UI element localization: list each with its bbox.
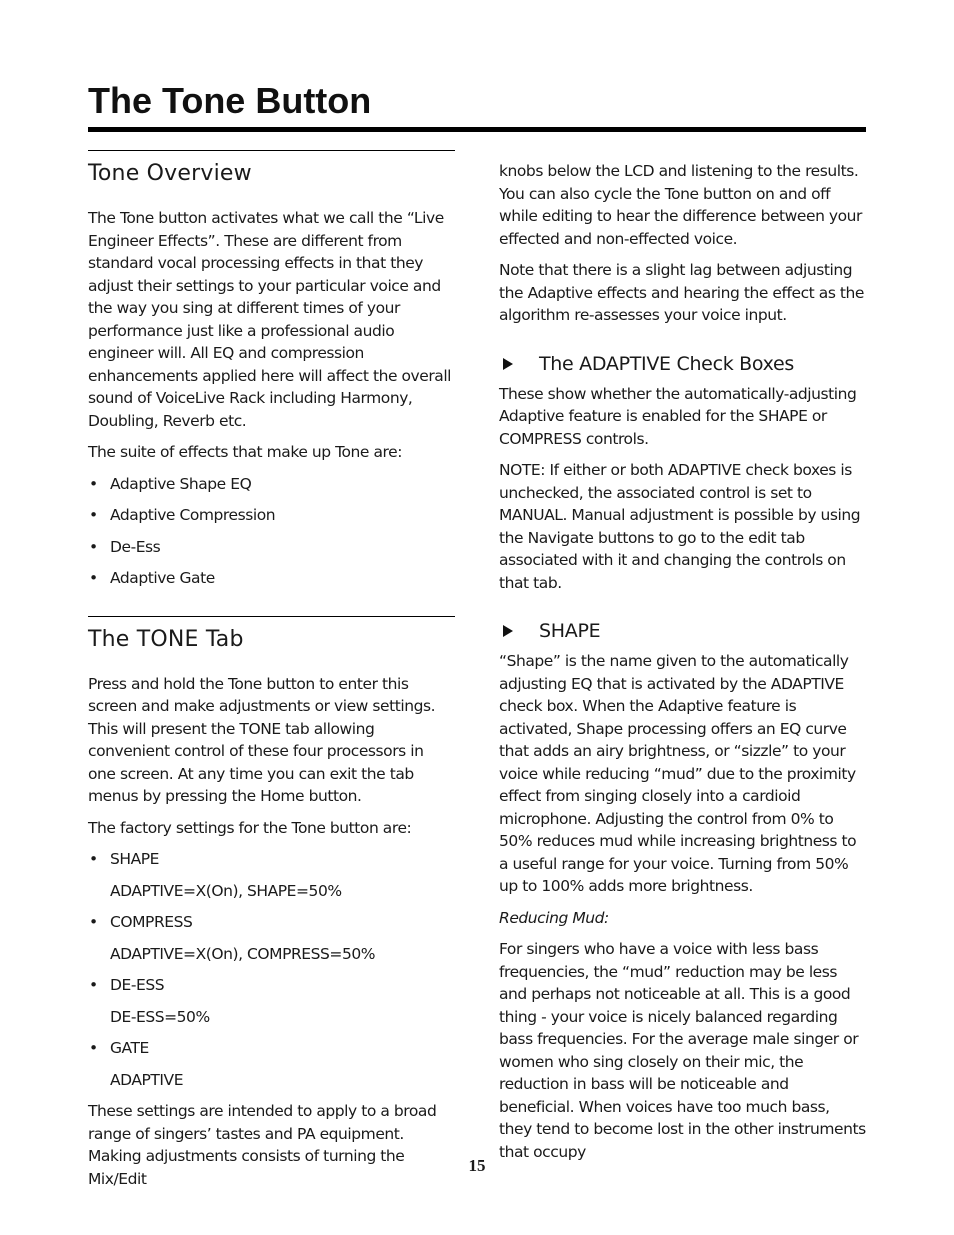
- reducing-mud-subtitle: Reducing Mud:: [499, 908, 609, 927]
- list-item: [88, 1037, 455, 1091]
- list-item-text: De-Ess: [110, 537, 161, 556]
- list-item: [88, 567, 455, 590]
- shape-heading: [499, 618, 866, 644]
- paragraph: The suite of effects that make up Tone are:: [88, 443, 402, 461]
- paragraph: The factory settings for the Tone button are:: [88, 818, 412, 837]
- effects-list: [88, 473, 455, 590]
- setting-value: ADAPTIVE=X(On), COMPRESS=50%: [110, 944, 376, 963]
- paragraph: Note that there is a slight lag between adjusting the Adaptive effects and hearing the effect as the algorithm re-assesses your voice input.: [499, 261, 865, 324]
- setting-name: COMPRESS: [110, 913, 193, 931]
- setting-name: SHAPE: [110, 850, 159, 868]
- bullet-icon: •: [89, 913, 98, 931]
- page-title: The Tone Button: [88, 80, 372, 121]
- bullet-icon: •: [89, 569, 98, 587]
- section-rule: [88, 616, 455, 617]
- paragraph: For singers who have a voice with less bass frequencies, the “mud” reduction may be less and perhaps not noticeable at all. This is a good thing - your voice is nicely balanced regarding bass frequencies. For the average male singer or women who sing closely on their mic, the reduction in bass will be noticeable and beneficial. When voices have too much bass, they tend to become lost in the other instruments that occupy: [499, 940, 866, 1161]
- setting-value: ADAPTIVE=X(On), SHAPE=50%: [110, 881, 342, 900]
- list-item-text: Adaptive Gate: [110, 569, 215, 587]
- list-item: [88, 974, 455, 1028]
- factory-settings-list: [88, 848, 455, 1091]
- bullet-icon: •: [89, 976, 98, 994]
- triangle-bullet-icon: [503, 625, 513, 637]
- list-item: [88, 473, 455, 496]
- list-item: [88, 848, 455, 902]
- subheading-text: The ADAPTIVE Check Boxes: [539, 352, 794, 375]
- section-rule: [88, 150, 455, 151]
- title-rule: [88, 127, 866, 132]
- bullet-icon: •: [89, 506, 98, 524]
- tone-tab-heading: The TONE Tab: [88, 626, 244, 652]
- paragraph: “Shape” is the name given to the automatically adjusting EQ that is activated by the ADAPTIVE check box. When the Adaptive feature is activated, Shape processing offers an EQ curve that adds an airy brightness, or “sizzle” to your voice while reducing “mud” due to the proximity effect from singing closely into a cardioid microphone. Adjusting the control from 0% to 50% reduces mud while increasing brightness to a useful range for your voice. Turning from 50% up to 100% adds more brightness.: [499, 652, 857, 895]
- tone-tab-section: [88, 616, 455, 1191]
- bullet-icon: •: [89, 537, 98, 556]
- adaptive-check-boxes-heading: [499, 351, 866, 377]
- tone-overview-section: [88, 150, 455, 590]
- paragraph: These settings are intended to apply to a broad range of singers’ tastes and PA equipment. Making adjustments consists of turning the Mix/Edit: [88, 1102, 437, 1188]
- setting-value: ADAPTIVE: [110, 1070, 184, 1089]
- bullet-icon: •: [89, 474, 98, 493]
- paragraph: knobs below the LCD and listening to the results. You can also cycle the Tone button on and off while editing to hear the difference between your effected and non-effected voice.: [499, 162, 862, 248]
- bullet-icon: •: [89, 850, 98, 868]
- paragraph: Press and hold the Tone button to enter this screen and make adjustments or view settings. This will present the TONE tab allowing convenient control of these four processors in one screen. At any time you can exit the tab menus by pressing the Home button.: [88, 674, 436, 805]
- bullet-icon: •: [89, 1039, 98, 1057]
- page-number: 15: [468, 1156, 486, 1175]
- paragraph: These show whether the automatically-adjusting Adaptive feature is enabled for the SHAPE or COMPRESS controls.: [499, 384, 857, 448]
- setting-name: GATE: [110, 1039, 149, 1057]
- paragraph: NOTE: If either or both ADAPTIVE check boxes is unchecked, the associated control is set to MANUAL. Manual adjustment is possible by using the Navigate buttons to go to the edit tab associated with it and changing the controls on that tab.: [499, 461, 861, 592]
- setting-value: DE-ESS=50%: [110, 1007, 210, 1026]
- list-item-text: Adaptive Shape EQ: [110, 474, 252, 493]
- list-item-text: Adaptive Compression: [110, 506, 276, 524]
- list-item: [88, 911, 455, 965]
- setting-name: DE-ESS: [110, 976, 165, 994]
- right-column: [499, 160, 866, 1172]
- list-item: [88, 536, 455, 559]
- list-item: [88, 504, 455, 527]
- tone-overview-heading: Tone Overview: [88, 161, 252, 186]
- subheading-text: SHAPE: [539, 620, 601, 642]
- paragraph: The Tone button activates what we call the “Live Engineer Effects”. These are different from standard vocal processing effects in that they adjust their settings to your particular voice and the way you sing at different times of your performance just like a professional audio engineer will. All EQ and compression enhancements applied here will affect the overall sound of VoiceLive Rack including Harmony, Doubling, Reverb etc.: [88, 209, 452, 430]
- triangle-bullet-icon: [503, 358, 513, 370]
- left-column: [88, 150, 455, 1199]
